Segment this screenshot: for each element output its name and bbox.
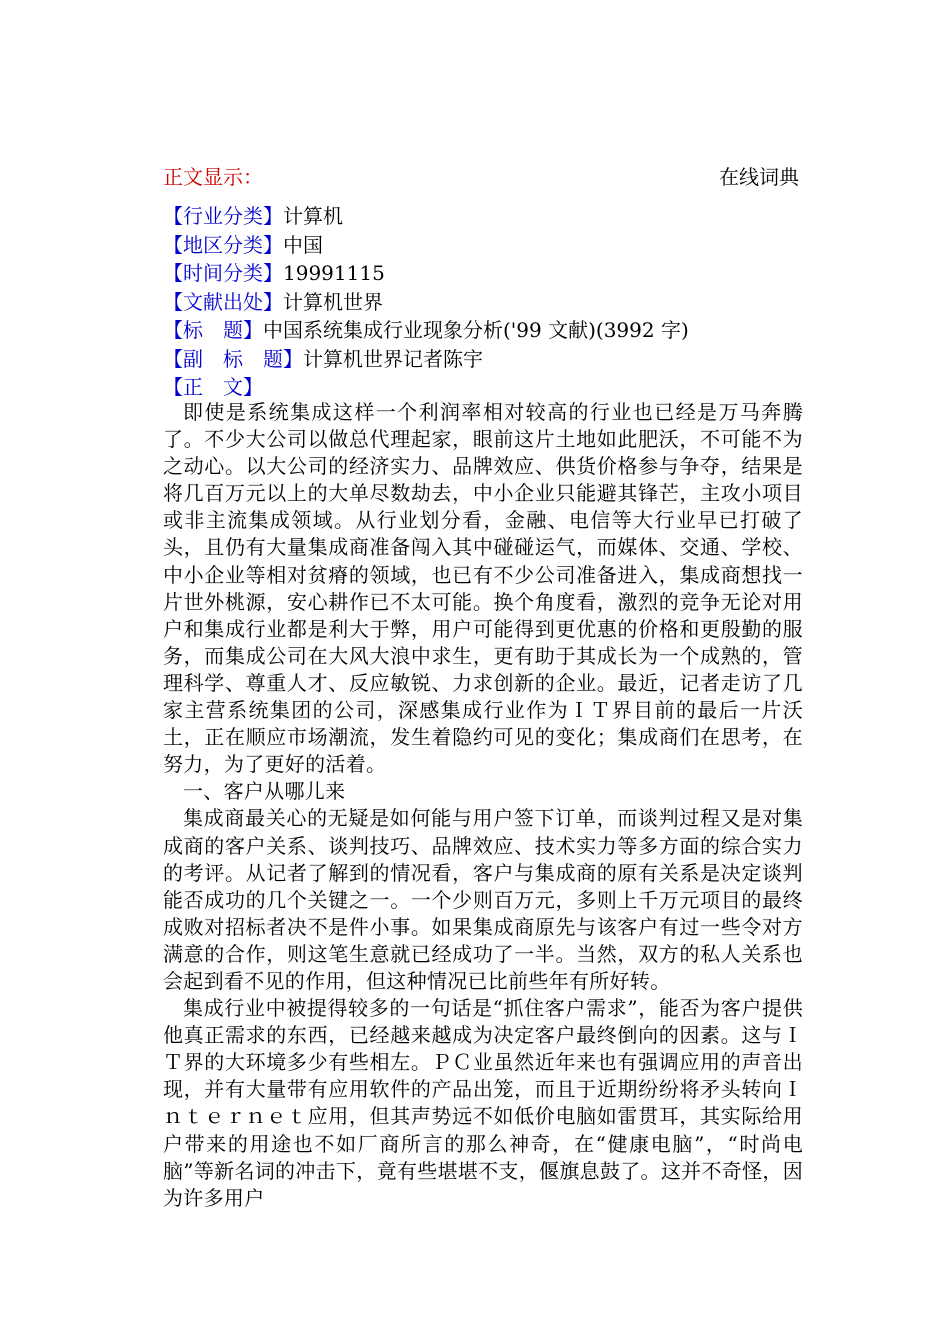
meta-time	[163, 259, 803, 288]
meta-title-key: 【标 题】	[163, 318, 263, 342]
meta-source-value: 计算机世界	[283, 289, 383, 314]
meta-region-key: 【地区分类】	[163, 232, 283, 257]
meta-subtitle-value: 计算机世界记者陈宇	[303, 346, 483, 371]
meta-subtitle	[163, 345, 803, 374]
meta-region-value: 中国	[283, 232, 323, 257]
online-dictionary-link[interactable]: 在线词典	[719, 165, 799, 189]
meta-region	[163, 231, 803, 260]
meta-source	[163, 288, 803, 317]
meta-body	[163, 373, 803, 402]
meta-subtitle-key: 【副 标 题】	[163, 346, 303, 371]
article-body	[163, 399, 803, 1212]
meta-title	[163, 316, 803, 345]
meta-time-key: 【时间分类】	[163, 261, 283, 285]
meta-industry	[163, 202, 803, 231]
paragraph: 集成商最关心的无疑是如何能与用户签下订单，而谈判过程又是对集成商的客户关系、谈判技巧、品牌效应、技术实力等多方面的综合实力的考评。从记者了解到的情况看，客户与集成商的原有关系是决定谈判能否成功的几个关键之一。一个少则百万元，多则上千万元项目的最终成败对招标者决不是件小事。如果集成商原先与该客户有过一些令对方满意的合作，则这笔生意就已经成功了一半。当然，双方的私人关系也会起到看不见的作用，但这种情况已比前些年有所好转。	[163, 806, 803, 993]
body-display-label: 正文显示：	[163, 165, 263, 189]
meta-industry-key: 【行业分类】	[163, 204, 283, 228]
meta-source-key: 【文献出处】	[163, 289, 283, 314]
section-heading: 一、客户从哪儿来	[183, 779, 346, 804]
meta-body-key: 【正 文】	[163, 375, 263, 399]
paragraph: 即使是系统集成这样一个利润率相对较高的行业也已经是万马奔腾了。不少大公司以做总代理起家，眼前这片土地如此肥沃，不可能不为之动心。以大公司的经济实力、品牌效应、供货价格参与争夺，结果是将几百万元以上的大单尽数劫去，中小企业只能避其锋芒，主攻小项目或非主流集成领域。从行业划分看，金融、电信等大行业早已打破了头，且仍有大量集成商准备闯入其中碰碰运气，而媒体、交通、学校、中小企业等相对贫瘠的领域，也已有不少公司准备进入，集成商想找一片世外桃源，安心耕作已不太可能。换个角度看，激烈的竞争无论对用户和集成行业都是利大于弊，用户可能得到更优惠的价格和更殷勤的服务，而集成公司在大风大浪中求生，更有助于其成长为一个成熟的，管理科学、尊重人才、反应敏锐、力求创新的企业。最近，记者走访了几家主营系统集团的公司，深感集成行业作为ＩＴ界目前的最后一片沃土，正在顺应市场潮流，发生着隐约可见的变化；集成商们在思考，在努力，为了更好的活着。	[163, 400, 803, 777]
meta-title-value: 中国系统集成行业现象分析('99 文献)(3992 字)	[263, 318, 689, 342]
metadata-block	[163, 202, 803, 402]
paragraph: 集成行业中被提得较多的一句话是“抓住客户需求”，能否为客户提供他真正需求的东西，已经越来越成为决定客户最终倒向的因素。这与ＩＴ界的大环境多少有些相左。ＰＣ业虽然近年来也有强调应用的声音出现，并有大量带有应用软件的产品出笼，而且于近期纷纷将矛头转向Ｉｎｔｅｒｎｅｔ应用，但其声势远不如低价电脑如雷贯耳，其实际给用户带来的用途也不如厂商所言的那么神奇，在“健康电脑”，“时尚电脑”等新名词的冲击下，竟有些堪堪不支，偃旗息鼓了。这并不奇怪，因为许多用户	[163, 996, 803, 1210]
header-row	[163, 162, 799, 192]
meta-industry-value: 计算机	[283, 204, 343, 228]
meta-time-value: 19991115	[283, 261, 385, 285]
